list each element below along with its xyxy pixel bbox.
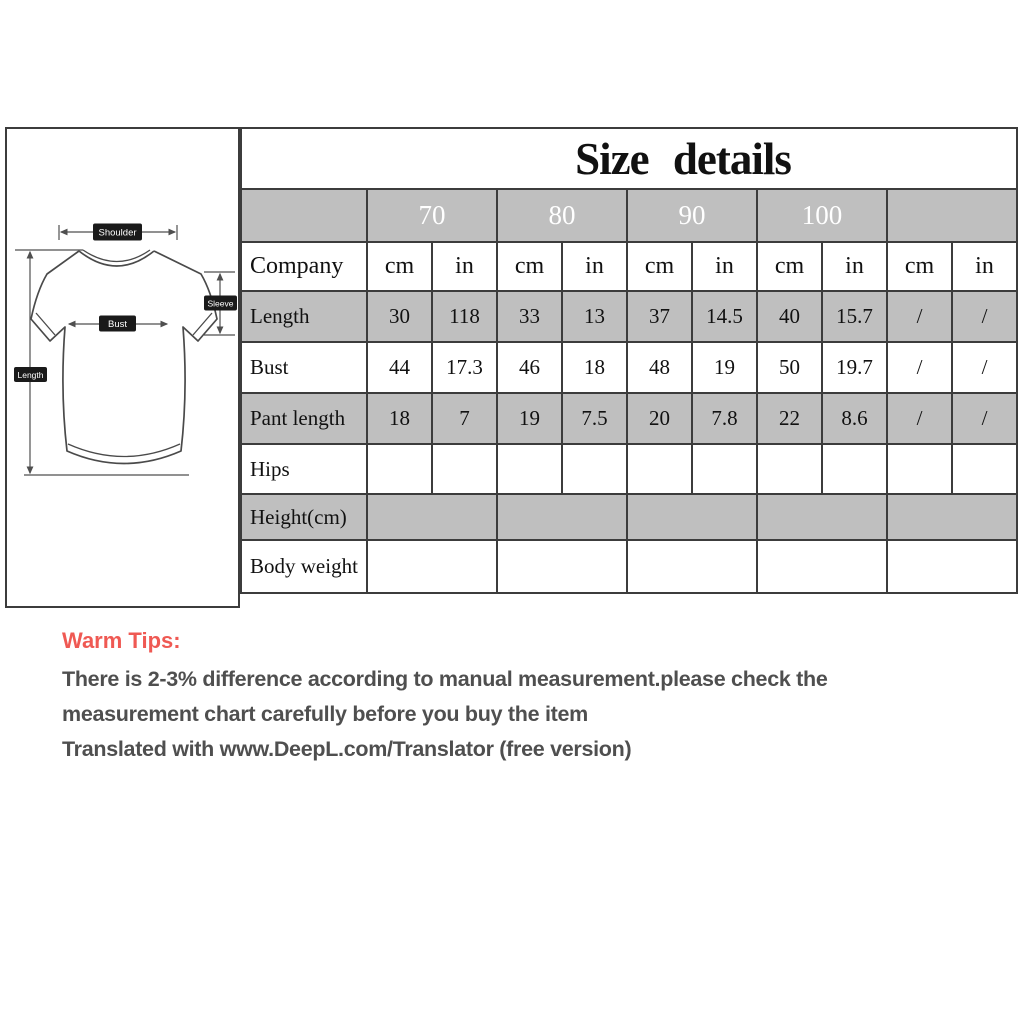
- unit-cell: cm: [757, 242, 822, 291]
- tshirt-outline: [31, 250, 217, 464]
- value-cell: /: [887, 393, 952, 444]
- row-label-body-weight: Body weight: [241, 540, 367, 593]
- value-cell: 118: [432, 291, 497, 342]
- tips-line-1: There is 2-3% difference according to manual measurement.please check the: [62, 667, 828, 691]
- value-cell: 18: [367, 393, 432, 444]
- merged-cell: [497, 494, 627, 540]
- value-cell: 33: [497, 291, 562, 342]
- sleeve-label: Sleeve: [207, 298, 234, 309]
- pant-length-row: [241, 393, 1017, 444]
- empty-cell: [692, 444, 757, 494]
- value-cell: 18: [562, 342, 627, 393]
- hips-row: [241, 444, 1017, 494]
- unit-cell: in: [952, 242, 1017, 291]
- bust-label: Bust: [107, 319, 128, 330]
- row-label-hips: Hips: [241, 444, 367, 494]
- tips-line-2: measurement chart carefully before you buy the item: [62, 702, 588, 726]
- shoulder-measure: [59, 224, 177, 241]
- unit-cell: cm: [627, 242, 692, 291]
- table-title: Size details: [241, 128, 1017, 189]
- value-cell: 40: [757, 291, 822, 342]
- unit-row: [241, 242, 1017, 291]
- row-label-length: Length: [241, 291, 367, 342]
- unit-cell: in: [822, 242, 887, 291]
- value-cell: 20: [627, 393, 692, 444]
- merged-cell: [627, 494, 757, 540]
- unit-cell: cm: [497, 242, 562, 291]
- tshirt-measurement-diagram: [5, 127, 240, 608]
- value-cell: 13: [562, 291, 627, 342]
- value-cell: 30: [367, 291, 432, 342]
- length-row: [241, 291, 1017, 342]
- empty-cell: [757, 444, 822, 494]
- value-cell: /: [887, 291, 952, 342]
- row-label-pant-length: Pant length: [241, 393, 367, 444]
- merged-cell: [367, 540, 497, 593]
- row-label-height: Height(cm): [241, 494, 367, 540]
- value-cell: 7.8: [692, 393, 757, 444]
- row-label-bust: Bust: [241, 342, 367, 393]
- unit-cell: cm: [887, 242, 952, 291]
- sleeve-measure: [204, 272, 237, 335]
- warm-tips-block: [62, 628, 962, 767]
- value-cell: 7: [432, 393, 497, 444]
- value-cell: 8.6: [822, 393, 887, 444]
- value-cell: 19: [497, 393, 562, 444]
- value-cell: /: [952, 342, 1017, 393]
- length-measure: [14, 250, 189, 475]
- title-row: [241, 128, 1017, 189]
- unit-cell: in: [432, 242, 497, 291]
- empty-cell: [497, 444, 562, 494]
- value-cell: /: [887, 342, 952, 393]
- empty-cell: [367, 444, 432, 494]
- merged-cell: [887, 540, 1017, 593]
- value-cell: 14.5: [692, 291, 757, 342]
- value-cell: 17.3: [432, 342, 497, 393]
- empty-cell: [822, 444, 887, 494]
- empty-cell: [562, 444, 627, 494]
- value-cell: 15.7: [822, 291, 887, 342]
- value-cell: /: [952, 393, 1017, 444]
- size-col-header: 80: [497, 189, 627, 242]
- merged-cell: [757, 540, 887, 593]
- size-header-row: [241, 189, 1017, 242]
- merged-cell: [627, 540, 757, 593]
- value-cell: 19: [692, 342, 757, 393]
- value-cell: 46: [497, 342, 562, 393]
- height-row: [241, 494, 1017, 540]
- bust-row: [241, 342, 1017, 393]
- value-cell: 44: [367, 342, 432, 393]
- value-cell: 50: [757, 342, 822, 393]
- merged-cell: [367, 494, 497, 540]
- empty-cell: [627, 444, 692, 494]
- unit-cell: cm: [367, 242, 432, 291]
- merged-cell: [757, 494, 887, 540]
- tips-line-3: Translated with www.DeepL.com/Translator (free version): [62, 737, 632, 761]
- value-cell: 7.5: [562, 393, 627, 444]
- value-cell: 22: [757, 393, 822, 444]
- value-cell: 19.7: [822, 342, 887, 393]
- body-weight-row: [241, 540, 1017, 593]
- warm-tips-heading: Warm Tips:: [62, 628, 181, 653]
- value-cell: /: [952, 291, 1017, 342]
- empty-cell: [952, 444, 1017, 494]
- size-table: [240, 127, 1018, 594]
- tshirt-diagram-svg: [7, 129, 238, 606]
- size-col-header: 90: [627, 189, 757, 242]
- empty-cell: [887, 444, 952, 494]
- value-cell: 37: [627, 291, 692, 342]
- shoulder-label: Shoulder: [98, 227, 137, 239]
- size-col-header: [887, 189, 1017, 242]
- bust-measure: [69, 316, 167, 332]
- unit-cell: in: [692, 242, 757, 291]
- size-col-header: 100: [757, 189, 887, 242]
- corner-cell: [241, 189, 367, 242]
- size-col-header: 70: [367, 189, 497, 242]
- row-label-company: Company: [241, 242, 367, 291]
- size-table-wrap: [240, 127, 1018, 594]
- value-cell: 48: [627, 342, 692, 393]
- empty-cell: [432, 444, 497, 494]
- merged-cell: [497, 540, 627, 593]
- length-label: Length: [17, 370, 44, 380]
- merged-cell: [887, 494, 1017, 540]
- unit-cell: in: [562, 242, 627, 291]
